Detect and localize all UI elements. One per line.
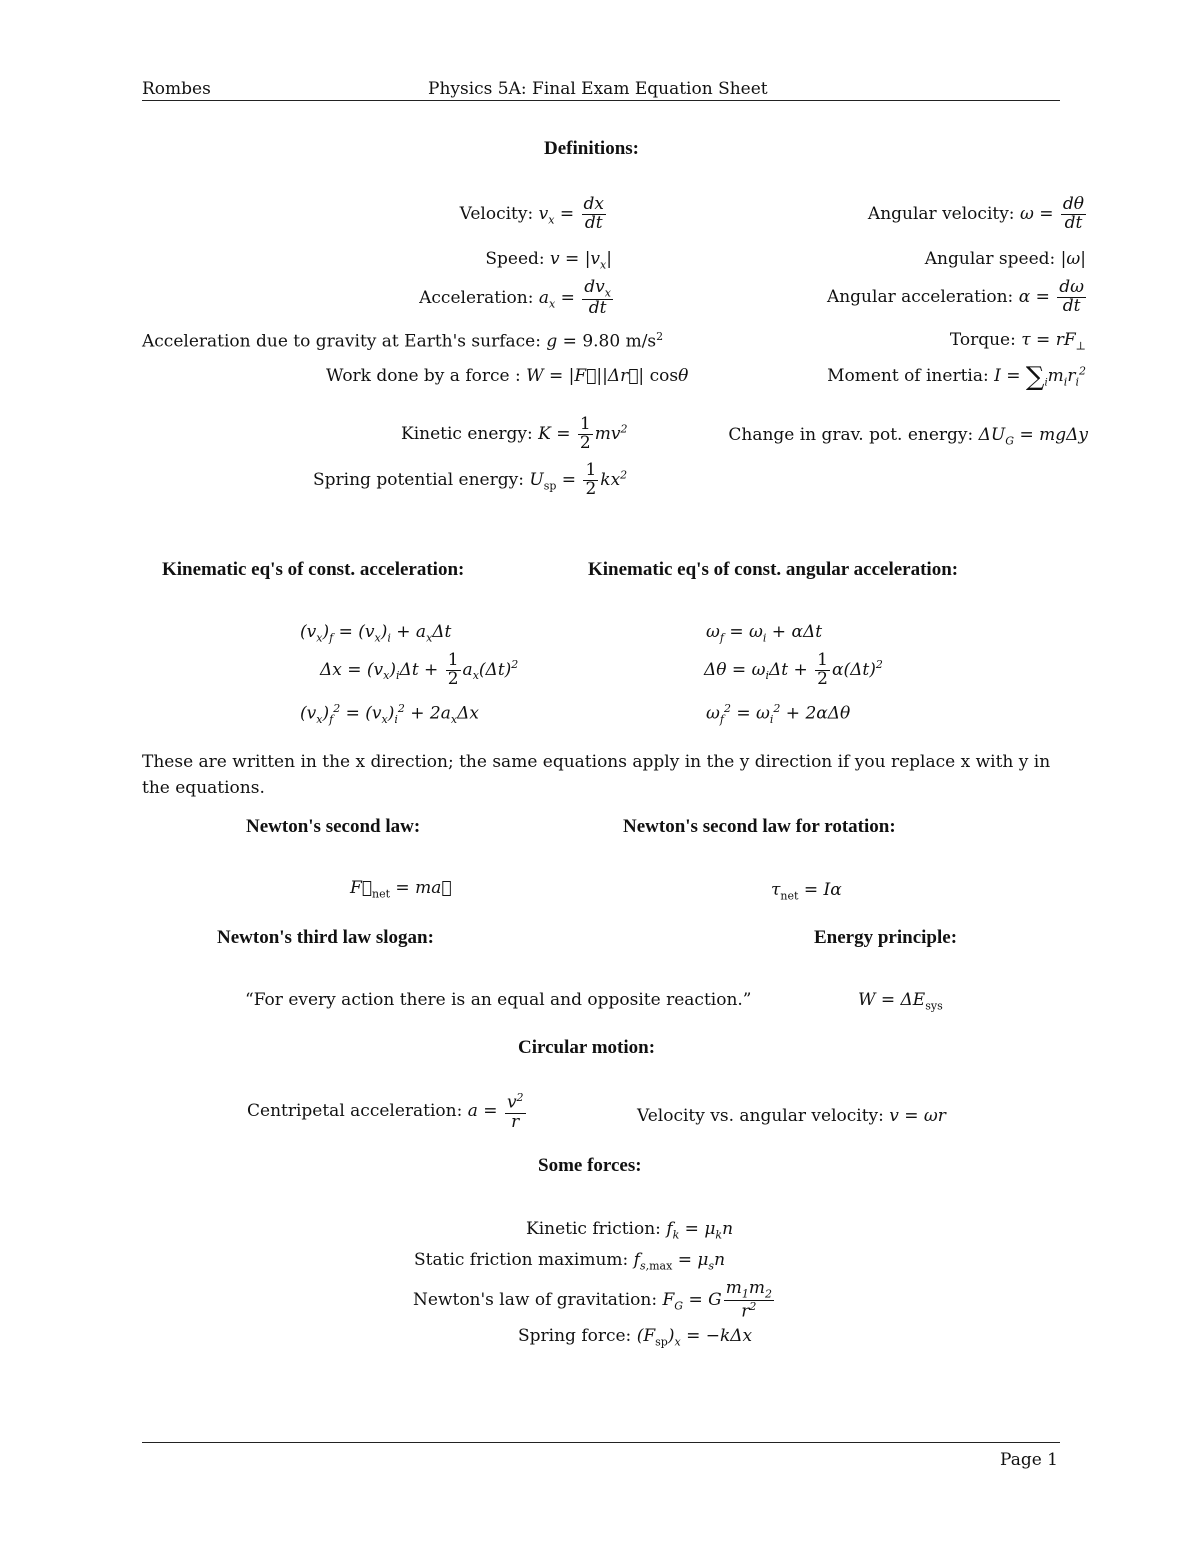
kin-angular-eq2: $\Delta\theta = \omega_i\Delta t$ + $\frac{1}{2}$ $\alpha(\Delta t)^2$ — [704, 650, 883, 689]
speed-label: Speed: — [485, 249, 545, 269]
spring-pe-def: Spring potential energy: $U_{sp}$ = $\frac{1}{2}$ $kx^2$ — [313, 460, 628, 499]
spring-force-label: Spring force: — [518, 1326, 632, 1346]
newton2-rot-eq: $\tau_{net} = I\alpha$ — [771, 880, 842, 903]
energy-principle-heading: Energy principle: — [814, 927, 958, 948]
grav-pe-def: Change in grav. pot. energy: $\Delta U_G = mg\Delta y$ — [728, 425, 1088, 448]
kinetic-friction-label: Kinetic friction: — [526, 1219, 661, 1239]
velocity-label: Velocity: — [459, 203, 534, 224]
newton3-slogan: “For every action there is an equal and opposite reaction.” — [245, 990, 752, 1010]
ang-velocity-def: Angular velocity: ω = $\frac{d\theta}{dt}$ — [867, 194, 1084, 233]
kin-angular-eq3: $\omega_f^2 = \omega_i^2 + 2\alpha\Delta\theta$ — [706, 702, 851, 727]
torque-label: Torque: — [949, 330, 1016, 350]
spring-pe-label: Spring potential energy: — [313, 469, 524, 490]
kin-linear-eq2: $\Delta x = (v_x)_i\Delta t$ + $\frac{1}{2}$ $a_x(\Delta t)^2$ — [320, 650, 519, 689]
velocity-def: Velocity: $v_x$ = $\frac{dx}{dt}$ — [459, 194, 604, 233]
moment-def: Moment of inertia: $I = \sum_im_ir_i^2$ — [827, 362, 1086, 392]
gravitation-def: Newton's law of gravitation: $F_G = G$ $\frac{m_1m_2}{r^2}$ — [413, 1278, 772, 1322]
page-number: Page 1 — [1000, 1450, 1058, 1470]
gravity-def: Acceleration due to gravity at Earth's surface: g = 9.80 $m/s^2$ — [142, 330, 664, 352]
centripetal-label: Centripetal acceleration: — [247, 1101, 463, 1122]
kinematic-angular-heading: Kinematic eq's of const. angular acceleration: — [588, 559, 959, 580]
ang-accel-label: Angular acceleration: — [826, 286, 1014, 307]
definitions-heading: Definitions: — [544, 138, 639, 159]
newton2-heading: Newton's second law: — [246, 816, 421, 837]
acceleration-label: Acceleration: — [419, 287, 534, 308]
header-author: Rombes — [142, 79, 211, 99]
torque-def: Torque: $\tau = rF_\perp$ — [949, 330, 1086, 353]
footer-rule — [142, 1442, 1060, 1443]
kin-linear-eq1: $(v_x)_f = (v_x)_i + a_x\Delta t$ — [300, 622, 452, 645]
acceleration-def: Acceleration: $a_x$ = $\frac{dv_x}{dt}$ — [419, 277, 611, 318]
moment-label: Moment of inertia: — [827, 366, 989, 386]
newton2-eq: $F⃗_{net}$ = ma⃗ — [350, 878, 452, 901]
energy-principle-eq: $W = \Delta E_{sys}$ — [858, 990, 943, 1013]
centripetal-def: Centripetal acceleration: a = $\frac{v^2}{r}$ — [247, 1091, 524, 1132]
ang-velocity-label: Angular velocity: — [867, 203, 1015, 224]
kin-angular-eq1: $\omega_f = \omega_i + \alpha\Delta t$ — [706, 622, 823, 645]
vel-ang-def: Velocity vs. angular velocity: v = ωr — [637, 1106, 946, 1126]
gravitation-label: Newton's law of gravitation: — [413, 1290, 658, 1311]
kinetic-friction-def: Kinetic friction: $f_k = \mu_kn$ — [526, 1219, 734, 1242]
forces-heading: Some forces: — [538, 1155, 642, 1176]
newton3-heading: Newton's third law slogan: — [217, 927, 434, 948]
kinetic-label: Kinetic energy: — [401, 423, 533, 444]
static-friction-def: Static friction maximum: $f_{s,max} = \mu_sn$ — [414, 1250, 726, 1273]
work-def: Work done by a force : W = |F⃗||Δr⃗| cosθ — [326, 366, 689, 386]
header-rule — [142, 100, 1060, 101]
kinetic-def: Kinetic energy: K = $\frac{1}{2}$ $mv^2$ — [401, 414, 628, 453]
grav-pe-label: Change in grav. pot. energy: — [728, 425, 974, 445]
circular-heading: Circular motion: — [518, 1037, 656, 1058]
newton2-rot-heading: Newton's second law for rotation: — [623, 816, 896, 837]
ang-accel-def: Angular acceleration: α = $\frac{d\omega}{dt}$ — [826, 277, 1084, 316]
speed-def: Speed: $v = |v_x|$ — [485, 249, 612, 272]
ang-speed-def: Angular speed: |ω| — [924, 249, 1086, 269]
ang-speed-label: Angular speed: — [924, 249, 1056, 269]
gravity-value: 9.80 m/s — [582, 331, 657, 352]
spring-force-def: Spring force: $(F_{sp})_x = -k\Delta x$ — [518, 1326, 753, 1349]
vel-ang-label: Velocity vs. angular velocity: — [637, 1106, 884, 1126]
gravity-label: Acceleration due to gravity at Earth's surface: — [142, 331, 541, 352]
header-title: Physics 5A: Final Exam Equation Sheet — [428, 79, 768, 99]
work-label: Work done by a force : — [326, 366, 521, 386]
direction-note: These are written in the x direction; the same equations apply in the y direction if you replace x with y in the equations. — [142, 752, 1051, 798]
static-friction-label: Static friction maximum: — [414, 1250, 629, 1270]
kin-linear-eq3: $(v_x)_f^2 = (v_x)_i^2 + 2a_x\Delta x$ — [300, 702, 479, 727]
kinematic-linear-heading: Kinematic eq's of const. acceleration: — [162, 559, 465, 580]
